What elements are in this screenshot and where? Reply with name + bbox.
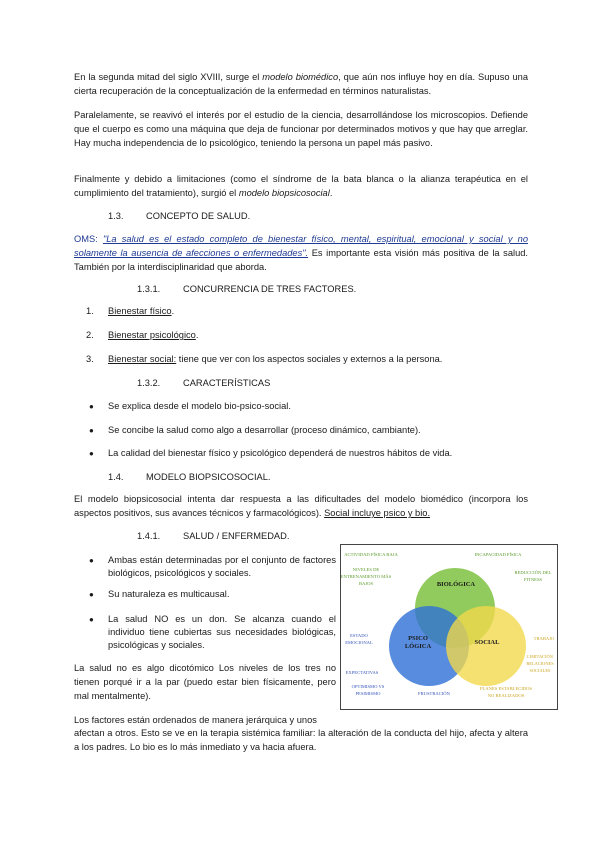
oms-label: OMS: (74, 234, 103, 244)
list-item (89, 424, 421, 437)
list-item (89, 613, 336, 652)
list-item (89, 400, 291, 413)
text: Ambas están determinadas por el conjunto de factores biológicos, psicológicos y sociales. (108, 555, 336, 578)
emphasis-text: modelo biopsicosocial (238, 188, 330, 198)
label-psycho-1: PSICO (408, 635, 428, 642)
bullet-icon: ● (89, 615, 94, 624)
heading-title: CONCURRENCIA DE TRES FACTORES. (183, 284, 357, 294)
circle-social (446, 606, 526, 686)
label-training-2: ENTRENAMIENTO MÁS (340, 574, 392, 579)
label-frustration: FRUSTRACIÓN (418, 691, 450, 696)
label-emotional-2: EMOCIONAL (345, 640, 373, 645)
paragraph-model (74, 492, 528, 520)
text: La salud NO es un don. Se alcanza cuando el individuo tiene cubiertas sus necesidades biológicas, psicológicas y sociales. (108, 614, 336, 650)
emphasis-text: modelo biomédico (262, 72, 339, 82)
paragraph-hierarchy: afectan a otros. Esto se ve en la terapia sistémica familiar: la alteración de la conducta del hijo, afecta y altera a los padres. Lo bio es lo más inmediato y va hacia afuera. (74, 728, 528, 752)
oms-quote: "La salud es el estado completo de bienestar físico, mental, espiritual, emocional y social y no solamente la ausencia de afecciones o enfermedades". (74, 234, 528, 258)
factor-item (86, 353, 443, 366)
label-training-3: BAJOS (358, 581, 374, 586)
label-training-1: NIVELES DE (352, 567, 380, 572)
text: Se concibe la salud como algo a desarrollar (proceso dinámico, cambiante). (108, 425, 421, 435)
label-fitness-1: REDUCCIÓN DEL (514, 570, 552, 575)
heading-1-3-2 (137, 376, 270, 390)
label-optimism-2: PESIMISMO (355, 691, 381, 696)
bullet-icon: ● (89, 556, 94, 565)
bullet-icon: ● (89, 449, 94, 458)
heading-number: 1.4.1. (137, 531, 161, 541)
label-plans-1: PLANES ESTABLECIDOS (479, 686, 533, 691)
list-item (89, 588, 336, 601)
heading-title: CARACTERÍSTICAS (183, 378, 271, 388)
paragraph-microscopes: Paralelamente, se reavivó el interés por el estudio de la ciencia, desarrollándose los microscopios. Defiende que el cuerpo es como una máquina que deja de funcionar por determinados motivos y que hay que arreglar. Hay mucha independencia de lo psicológico, teniendo la persona un papel más pasivo. (74, 110, 528, 148)
factor-label: Bienestar físico (108, 306, 172, 316)
heading-number: 1.3.1. (137, 284, 161, 294)
heading-number: 1.3.2. (137, 378, 161, 388)
text: . (171, 306, 175, 316)
text: La calidad del bienestar físico y psicológico dependerá de nuestros hábitos de vida. (108, 448, 453, 458)
text: . (329, 188, 333, 198)
bullet-icon: ● (89, 426, 94, 435)
list-number: 1. (86, 306, 94, 316)
bullet-icon: ● (89, 590, 94, 599)
list-number: 2. (86, 330, 94, 340)
heading-1-4-1 (137, 529, 289, 543)
heading-1-4 (108, 470, 271, 484)
factor-label: Bienestar psicológico (108, 330, 196, 340)
underlined-text: Social incluye psico y bio. (324, 508, 431, 518)
label-expectations: EXPECTATIVAS (345, 670, 379, 675)
list-number: 3. (86, 354, 94, 364)
heading-number: 1.3. (108, 211, 124, 221)
paragraph-dichotomy: La salud no es algo dicotómico Los niveles de los tres no tienen porqué ir a la par (puedo estar bien físicamente, pero mal mentalmente). (74, 663, 336, 701)
bullet-icon: ● (89, 402, 94, 411)
biopsychosocial-venn-diagram (340, 544, 558, 710)
heading-title: MODELO BIOPSICOSOCIAL. (146, 472, 271, 482)
text: Finalmente y debido a limitaciones (como el síndrome de la bata blanca o la alianza terapéutica en el cumplimiento del tratamiento), surgió el (74, 174, 528, 198)
text: Es importante esta visión más positiva de la salud. También por la interdisciplinaridad que aborda. (74, 248, 528, 272)
paragraph-biopsychosocial (74, 172, 528, 200)
factor-label: Bienestar social: (108, 354, 177, 364)
label-emotional-1: ESTADO (350, 633, 368, 638)
list-item (89, 554, 336, 580)
label-biological: BIOLÓGICA (436, 581, 476, 588)
heading-number: 1.4. (108, 472, 124, 482)
label-social: SOCIAL (474, 639, 500, 646)
label-disability: INCAPACIDAD FÍSICA (474, 552, 522, 557)
heading-1-3-1 (137, 282, 356, 296)
factor-item (86, 329, 199, 342)
label-plans-2: NO REALIZADOS (487, 693, 525, 698)
label-limitation-2: RELACIONES (526, 661, 554, 666)
factor-item (86, 305, 175, 318)
text: Se explica desde el modelo bio-psico-social. (108, 401, 291, 411)
label-work: TRABAJO (533, 636, 555, 641)
label-limitation-3: SOCIALES (529, 668, 551, 673)
label-fitness-2: FITNESS (523, 577, 543, 582)
label-activity: ACTIVIDAD FÍSICA BAJA (344, 552, 398, 557)
text: . (195, 330, 199, 340)
label-limitation-1: LIMITACIÓN (527, 654, 553, 659)
text: Su naturaleza es multicausal. (108, 589, 230, 599)
text: , que aún nos influye hoy en día. Supuso una cierta recuperación de la conceptualización de la enfermedad en términos naturalistas. (74, 72, 528, 96)
text: tiene que ver con los aspectos sociales y externos a la persona. (176, 354, 443, 364)
list-item (89, 447, 453, 460)
label-optimism-1: OPTIMISMO VS (351, 684, 385, 689)
text: En la segunda mitad del siglo XVIII, surge el (74, 72, 263, 82)
text: El modelo biopsicosocial intenta dar respuesta a las dificultades del modelo biomédico (incorpora los aspectos positivos, sus avances técnicos y farmacológicos). (74, 494, 528, 518)
heading-title: CONCEPTO DE SALUD. (146, 211, 251, 221)
label-psycho-2: LÓGICA (404, 643, 432, 650)
paragraph-biomedical (74, 70, 528, 98)
heading-title: SALUD / ENFERMEDAD. (183, 531, 290, 541)
paragraph-oms (74, 232, 528, 274)
heading-1-3 (108, 209, 250, 223)
paragraph-hierarchy-start: Los factores están ordenados de manera jerárquica y unos (74, 715, 317, 725)
